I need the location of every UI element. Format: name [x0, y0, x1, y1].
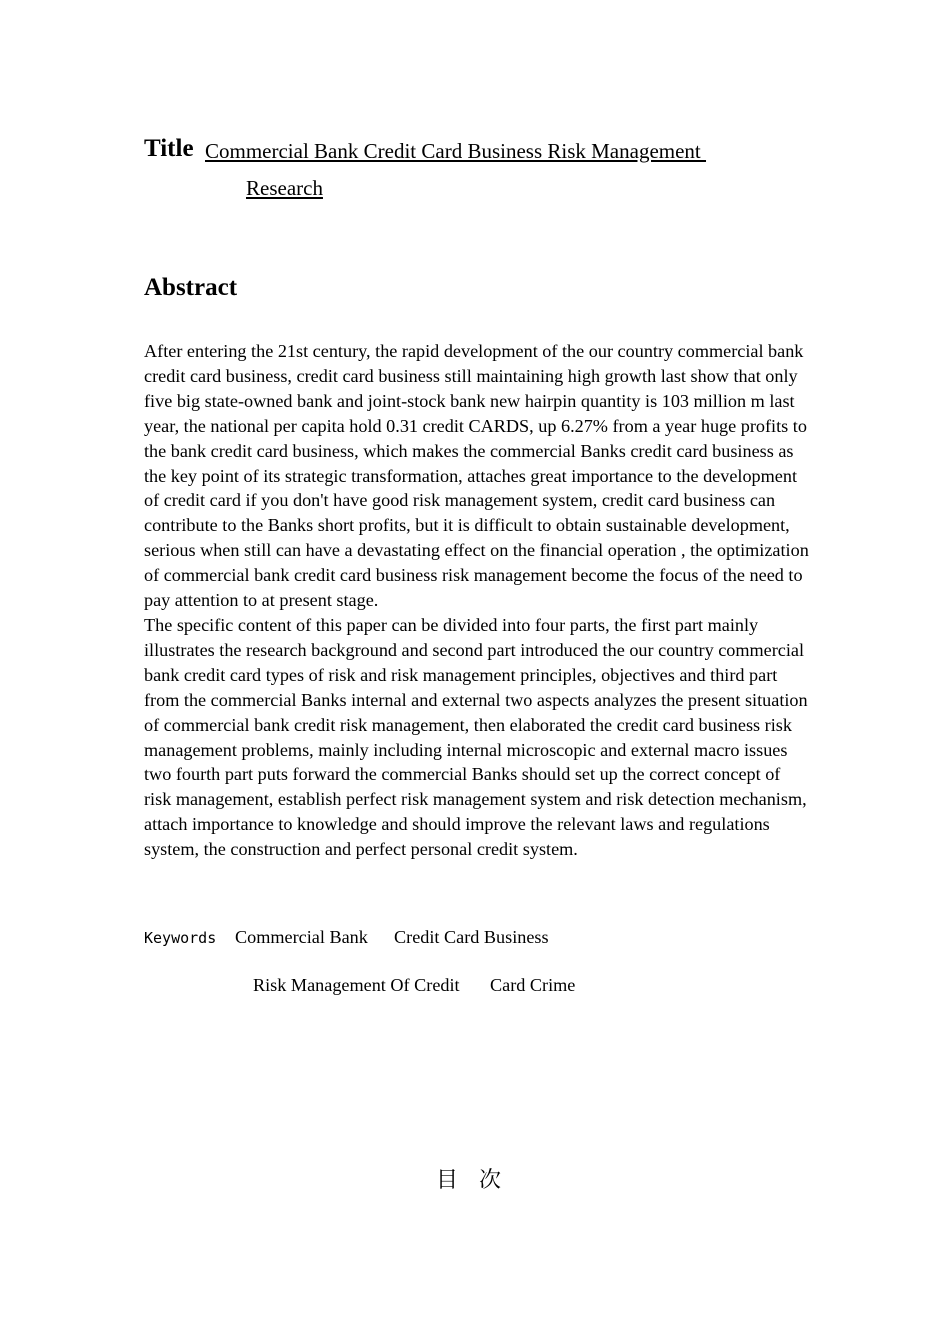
title-text-line-2: Research: [246, 176, 323, 200]
title-label: Title: [144, 135, 194, 162]
abstract-paragraph: After entering the 21st century, the rapid development of the our country commercial bank credit card business, credit card business still maintaining high growth last show that only five big state-owned bank and joint-stock bank new hairpin quantity is 103 million m last year, the national per capita hold 0.31 credit CARDS, up 6.27% from a year huge profits to the bank credit card business, which makes the commercial Banks credit card business as the key point of its strategic transformation, attaches great importance to the development of credit card if you don't have good risk management system, credit card business can contribute to the Banks short profits, but it is difficult to obtain sustainable development, serious when still can have a devastating effect on the financial operation , the optimization of commercial bank credit card business risk management become the focus of the need to pay attention to at present stage.: [144, 341, 809, 611]
keyword-item: Risk Management Of Credit: [253, 975, 460, 995]
abstract-body: [144, 339, 810, 862]
keyword-item: Credit Card Business: [394, 927, 549, 947]
keyword-item: Card Crime: [490, 975, 576, 995]
abstract-heading: Abstract: [144, 274, 238, 301]
table-of-contents-heading: 目 次: [436, 1168, 501, 1193]
abstract-paragraph: The specific content of this paper can be divided into four parts, the first part mainly illustrates the research background and second part introduced the our country commercial bank credit card types of risk and risk management principles, objectives and third part from the commercial Banks internal and external two aspects analyzes the present situation of commercial bank credit risk management, then elaborated the credit card business risk management problems, mainly including internal microscopic and external macro issues two fourth part puts forward the commercial Banks should set up the correct concept of risk management, establish perfect risk management system and risk detection mechanism, attach importance to knowledge and should improve the relevant laws and regulations system, the construction and perfect personal credit system.: [144, 614, 808, 860]
keywords-label: Keywords: [144, 929, 217, 947]
title-text-line-1: Commercial Bank Credit Card Business Risk Management: [205, 139, 707, 163]
keyword-item: Commercial Bank: [235, 927, 368, 947]
